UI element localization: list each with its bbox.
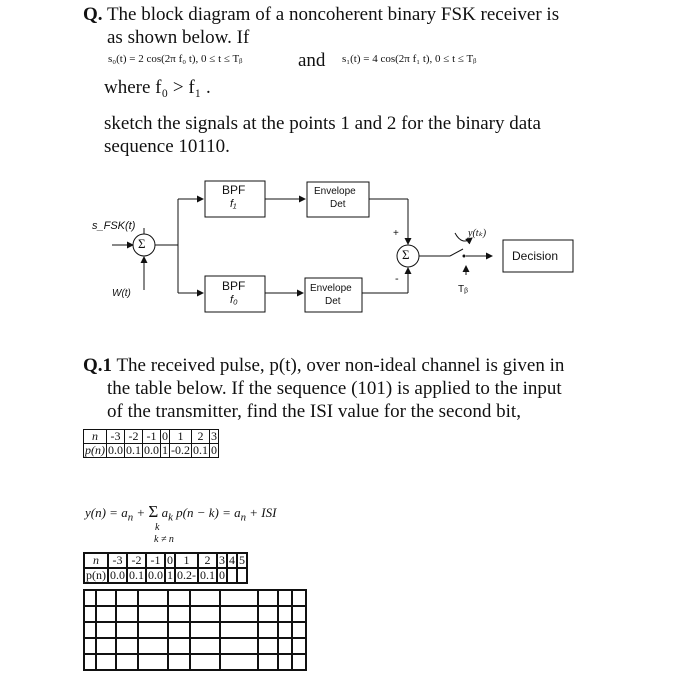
pulse-table-value-row bbox=[84, 444, 219, 458]
sketch-line-1: sketch the signals at the points 1 and 2 for the binary data bbox=[104, 113, 541, 134]
worksheet-table bbox=[83, 552, 248, 584]
envelope-top-det: Det bbox=[330, 199, 346, 210]
minus-sign: - bbox=[395, 273, 399, 285]
table-cell: 0.1 bbox=[193, 443, 208, 457]
sample-label: y(tₖ) bbox=[468, 228, 487, 239]
envelope-bottom-det: Det bbox=[325, 296, 341, 307]
table-cell: 0 bbox=[167, 553, 173, 567]
formula-term-sub: k bbox=[168, 511, 173, 524]
formula-rest-sub: n bbox=[240, 511, 247, 524]
blank-row bbox=[84, 622, 306, 638]
table-cell: -0.2 bbox=[171, 443, 190, 457]
q1-text bbox=[83, 355, 564, 377]
equation-and: and bbox=[298, 50, 326, 71]
envelope-top-label: Envelope bbox=[314, 186, 356, 197]
table-cell: 0.1 bbox=[129, 568, 144, 582]
table-cell: 5 bbox=[239, 553, 245, 567]
table-cell: 1 bbox=[162, 443, 168, 457]
question-line-1: The block diagram of a noncoherent binary FSK receiver is bbox=[106, 4, 560, 25]
decision-label: Decision bbox=[512, 249, 559, 263]
fsk-receiver-diagram bbox=[0, 0, 700, 330]
bpf-top-freq: f₁ bbox=[230, 198, 237, 210]
summer-input-symbol: Σ bbox=[138, 236, 146, 251]
bpf-bottom-label: BPF bbox=[222, 279, 246, 293]
table-cell: -3 bbox=[108, 553, 127, 568]
table-cell: 0.0 bbox=[144, 443, 159, 457]
formula-term-rest: p(n − k) = a bbox=[172, 505, 241, 520]
table-cell: 0.0 bbox=[108, 443, 123, 457]
worksheet-blank-grid bbox=[83, 589, 307, 671]
table-cell: 2 bbox=[192, 430, 210, 444]
table-cell: 0 bbox=[162, 429, 168, 443]
table-cell: p(n) bbox=[86, 568, 106, 582]
sketch-line-2: sequence 10110. bbox=[104, 136, 230, 157]
table-cell bbox=[227, 568, 237, 583]
noise-label: W(t) bbox=[112, 288, 131, 299]
bpf-top-label: BPF bbox=[222, 183, 246, 197]
envelope-bottom-label: Envelope bbox=[310, 283, 352, 294]
table-cell: 0.1 bbox=[126, 443, 141, 457]
table-cell: 0.0 bbox=[148, 568, 163, 582]
tb-label: Tᵦ bbox=[458, 284, 468, 295]
worksheet-header-row bbox=[84, 553, 247, 568]
pulse-table bbox=[83, 429, 219, 458]
table-cell: n bbox=[84, 430, 107, 444]
table-cell: 4 bbox=[229, 553, 235, 567]
blank-row bbox=[84, 590, 306, 606]
q1-label: Q.1 bbox=[83, 355, 113, 376]
formula-lhs: y(n) = a bbox=[85, 505, 128, 520]
question-label: Q. bbox=[83, 4, 103, 25]
bpf-bottom-freq: f₀ bbox=[230, 294, 238, 306]
table-cell: -2 bbox=[127, 553, 146, 568]
formula-term: a bbox=[158, 505, 169, 520]
worksheet-value-row bbox=[84, 568, 247, 583]
table-cell: 2 bbox=[198, 553, 217, 568]
input-signal-label: s_FSK(t) bbox=[92, 220, 136, 232]
table-cell: 1 bbox=[167, 568, 173, 582]
table-cell: 0.2- bbox=[177, 568, 196, 582]
table-cell: 0 bbox=[211, 443, 217, 457]
table-cell: 1 bbox=[170, 430, 192, 444]
table-cell: -2 bbox=[125, 430, 143, 444]
blank-row bbox=[84, 638, 306, 654]
isi-formula bbox=[85, 502, 276, 524]
table-cell: -1 bbox=[143, 430, 161, 444]
table-cell: n bbox=[84, 553, 108, 568]
blank-row bbox=[84, 654, 306, 670]
formula-under-k: k bbox=[155, 522, 160, 533]
table-cell: -3 bbox=[107, 430, 125, 444]
table-cell: 0.0 bbox=[110, 568, 125, 582]
q1-line-1: The received pulse, p(t), over non-ideal channel is given in bbox=[116, 355, 565, 376]
equation-s0: s₀(t) = 2 cos(2π f₀ t), 0 ≤ t ≤ Tᵦ bbox=[108, 53, 243, 65]
formula-plus: + bbox=[133, 505, 149, 520]
table-cell: 3 bbox=[211, 429, 217, 443]
question-line-2: as shown below. If bbox=[107, 27, 250, 48]
formula-lhs-sub: n bbox=[127, 511, 134, 524]
table-cell: 1 bbox=[175, 553, 198, 568]
where-condition: where f₀ > f₁ . bbox=[104, 77, 211, 98]
table-cell: 3 bbox=[219, 553, 225, 567]
q1-line-3: of the transmitter, find the ISI value for the second bit, bbox=[107, 401, 521, 422]
table-cell bbox=[237, 568, 247, 583]
formula-tail: + ISI bbox=[246, 505, 277, 520]
table-cell: p(n) bbox=[85, 443, 105, 457]
plus-sign: + bbox=[393, 228, 399, 239]
q1-line-2: the table below. If the sequence (101) is applied to the input bbox=[107, 378, 562, 399]
formula-sum: Σ bbox=[148, 502, 159, 521]
blank-row bbox=[84, 606, 306, 622]
pulse-table-header-row bbox=[84, 430, 219, 444]
equation-s1: s₁(t) = 4 cos(2π f₁ t), 0 ≤ t ≤ Tᵦ bbox=[342, 53, 477, 65]
table-cell: 0.1 bbox=[200, 568, 215, 582]
table-cell: 0 bbox=[219, 568, 225, 582]
table-cell: -1 bbox=[146, 553, 165, 568]
summer-output-symbol: Σ bbox=[402, 247, 410, 262]
formula-under-k-not-n: k ≠ n bbox=[154, 534, 174, 545]
